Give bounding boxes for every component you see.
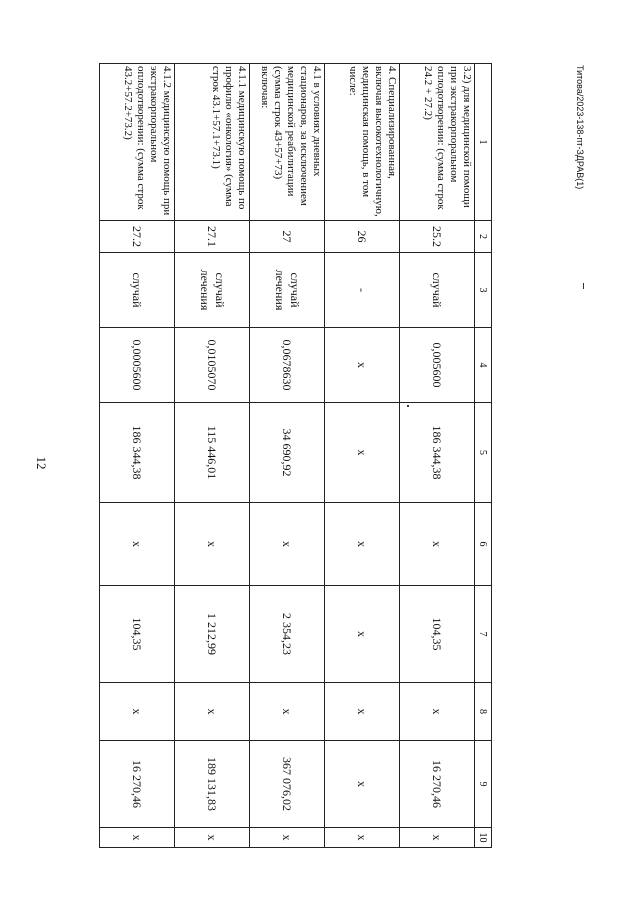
table-cell: х xyxy=(400,503,475,586)
table-cell: х xyxy=(325,403,400,503)
table-cell: х xyxy=(325,586,400,683)
table-cell: х xyxy=(325,328,400,403)
footer-wrap xyxy=(573,65,587,245)
table-cell: х xyxy=(100,828,175,848)
table-row xyxy=(100,64,175,848)
table-cell: х xyxy=(250,828,325,848)
table-cell: 26 xyxy=(325,221,400,253)
column-header: 9 xyxy=(475,741,492,828)
table-cell: 16 270,46 xyxy=(400,741,475,828)
table-cell: х xyxy=(400,683,475,741)
table-cell: х xyxy=(325,828,400,848)
table-cell: х xyxy=(175,683,250,741)
table-cell: 27.1 xyxy=(175,221,250,253)
table-cell: х xyxy=(100,503,175,586)
row-description: 4.1.2 медицинскую помощь при экстракорпоральном оплодотворении: (сумма строк 43.2+57.2+73.2) xyxy=(100,64,175,221)
row-description: 4. Специализированная, включая высокотехнологичную, медицинская помощь, в том числе: xyxy=(325,64,400,221)
table-cell: 27 xyxy=(250,221,325,253)
row-description: 4.1 в условиях дневных стационаров, за исключением медицинской реабилитации (сумма строк 43+57+73) включая: xyxy=(250,64,325,221)
table-cell: 1 212,99 xyxy=(175,586,250,683)
table-row xyxy=(325,64,400,848)
table-cell: 34 690,92 xyxy=(250,403,325,503)
data-table xyxy=(99,63,492,848)
column-header: 6 xyxy=(475,503,492,586)
table-row xyxy=(175,64,250,848)
table-cell: случай лечения xyxy=(175,253,250,328)
table-cell: случай xyxy=(400,253,475,328)
table-cell: х xyxy=(325,741,400,828)
table-cell: х xyxy=(100,683,175,741)
table-cell: 104,35 xyxy=(400,586,475,683)
table-cell: 27.2 xyxy=(100,221,175,253)
table-cell: 115 446,01 xyxy=(175,403,250,503)
scan-speck xyxy=(583,283,584,289)
page-number: 12 xyxy=(34,456,49,470)
table-cell: 16 270,46 xyxy=(100,741,175,828)
table-cell: х xyxy=(325,683,400,741)
table-cell: случай xyxy=(100,253,175,328)
table-cell: х xyxy=(175,828,250,848)
table-cell: х xyxy=(250,683,325,741)
table-cell: 0,0105070 xyxy=(175,328,250,403)
table-cell: 0,0005600 xyxy=(100,328,175,403)
column-header: 5 xyxy=(475,403,492,503)
row-description: 4.1.1 медицинскую помощь по профилю «онкология» (сумма строк 43.1+57.1+73.1) xyxy=(175,64,250,221)
table-cell: 189 131,83 xyxy=(175,741,250,828)
table-holder xyxy=(102,63,492,847)
table-cell: 104,35 xyxy=(100,586,175,683)
table-row xyxy=(250,64,325,848)
table-cell: 25.2 xyxy=(400,221,475,253)
table-cell: 186 344,38 xyxy=(100,403,175,503)
column-header: 2 xyxy=(475,221,492,253)
table-cell: 367 076,02 xyxy=(250,741,325,828)
header-row xyxy=(475,64,492,848)
table-row xyxy=(400,64,475,848)
table-cell: случай лечения xyxy=(250,253,325,328)
column-header: 7 xyxy=(475,586,492,683)
column-header: 3 xyxy=(475,253,492,328)
table-cell: х xyxy=(325,503,400,586)
column-header: 1 xyxy=(475,64,492,221)
table-cell: х xyxy=(400,828,475,848)
table-cell: 186 344,38 xyxy=(400,403,475,503)
table-cell: х xyxy=(250,503,325,586)
row-description: 3.2) для медицинской помощи при экстракорпоральном оплодотворении: (сумма строк 24.2 + 27.2) xyxy=(400,64,475,221)
table-cell: 0,0678630 xyxy=(250,328,325,403)
column-header: 10 xyxy=(475,828,492,848)
table-cell: 0,005600 xyxy=(400,328,475,403)
column-header: 8 xyxy=(475,683,492,741)
table-cell: х xyxy=(175,503,250,586)
rotated-table-frame xyxy=(102,63,492,847)
column-header: 4 xyxy=(475,328,492,403)
document-footer: Титова/2023-138-пт-ЗДРАВ(1) xyxy=(575,65,585,190)
table-cell: 2 354,23 xyxy=(250,586,325,683)
table-cell: - xyxy=(325,253,400,328)
